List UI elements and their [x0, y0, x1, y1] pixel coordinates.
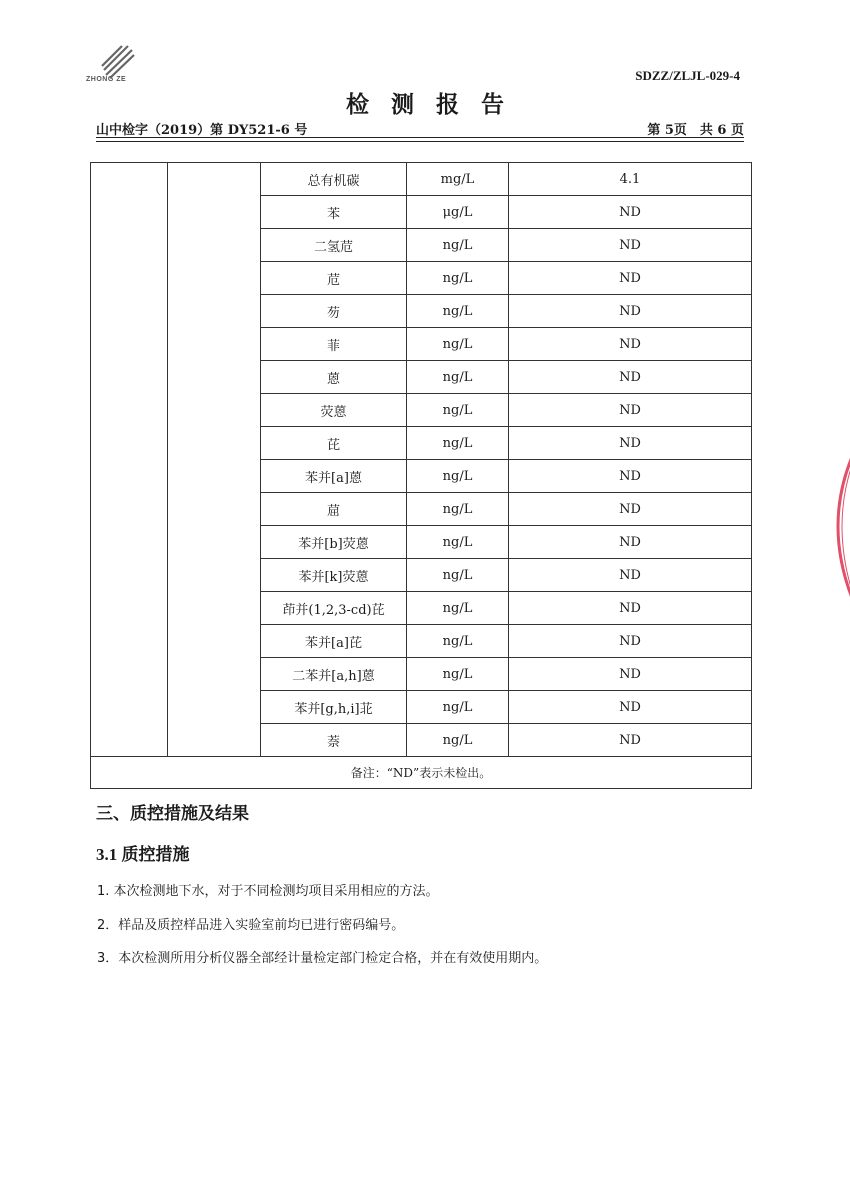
value-cell: ND [509, 229, 752, 262]
results-table-body [91, 163, 752, 789]
header-rule-thin [96, 141, 744, 142]
table-row [91, 163, 752, 196]
unit-cell: ng/L [407, 262, 509, 295]
unit-cell: ng/L [407, 229, 509, 262]
value-cell: ND [509, 328, 752, 361]
sample-cell-2 [168, 163, 261, 757]
unit-cell: ng/L [407, 691, 509, 724]
table-note: 备注：“ND”表示未检出。 [91, 757, 752, 789]
item-name-cell: 茚并(1,2,3-cd)芘 [261, 592, 407, 625]
item-name-cell: 苯并[g,h,i]苝 [261, 691, 407, 724]
document-code: SDZZ/ZLJL-029-4 [635, 68, 740, 83]
value-cell: ND [509, 394, 752, 427]
unit-cell: ng/L [407, 724, 509, 757]
value-cell: ND [509, 196, 752, 229]
unit-cell: ng/L [407, 460, 509, 493]
sample-cell-1 [91, 163, 168, 757]
unit-cell: ng/L [407, 427, 509, 460]
value-cell: ND [509, 526, 752, 559]
unit-cell: μg/L [407, 196, 509, 229]
item-name-cell: 芘 [261, 427, 407, 460]
page-title: 检测报告 [346, 91, 526, 118]
item-name-cell: 苯并[b]荧蒽 [261, 526, 407, 559]
subsection-heading: 3.1 质控措施 [96, 845, 190, 864]
unit-cell: ng/L [407, 394, 509, 427]
item-name-cell: 总有机碳 [261, 163, 407, 196]
item-name-cell: 苯并[k]荧蒽 [261, 559, 407, 592]
item-name-cell: 䓛 [261, 493, 407, 526]
note-row [91, 757, 752, 789]
value-cell: 4.1 [509, 163, 752, 196]
item-name-cell: 二氢苊 [261, 229, 407, 262]
results-table [90, 162, 752, 789]
value-cell: ND [509, 625, 752, 658]
value-cell: ND [509, 559, 752, 592]
item-name-cell: 蒽 [261, 361, 407, 394]
item-name-cell: 萘 [261, 724, 407, 757]
value-cell: ND [509, 658, 752, 691]
unit-cell: ng/L [407, 295, 509, 328]
header-rule [96, 137, 744, 138]
section-heading: 三、质控措施及结果 [96, 804, 249, 824]
logo-text: ZHONG ZE [86, 76, 127, 83]
unit-cell: mg/L [407, 163, 509, 196]
unit-cell: ng/L [407, 526, 509, 559]
item-name-cell: 苊 [261, 262, 407, 295]
report-number: 山中检字（2019）第 DY521-6 号 [96, 123, 308, 138]
item-name-cell: 苯并[a]芘 [261, 625, 407, 658]
unit-cell: ng/L [407, 559, 509, 592]
value-cell: ND [509, 724, 752, 757]
unit-cell: ng/L [407, 493, 509, 526]
value-cell: ND [509, 460, 752, 493]
unit-cell: ng/L [407, 658, 509, 691]
item-name-cell: 荧蒽 [261, 394, 407, 427]
item-name-cell: 菲 [261, 328, 407, 361]
value-cell: ND [509, 493, 752, 526]
value-cell: ND [509, 262, 752, 295]
item-name-cell: 芴 [261, 295, 407, 328]
company-seal-stamp [822, 455, 850, 600]
qc-item-1: 1. 本次检测地下水，对于不同检测均项目采用相应的方法。 [97, 884, 439, 899]
item-name-cell: 苯 [261, 196, 407, 229]
value-cell: ND [509, 691, 752, 724]
unit-cell: ng/L [407, 361, 509, 394]
value-cell: ND [509, 361, 752, 394]
unit-cell: ng/L [407, 328, 509, 361]
unit-cell: ng/L [407, 592, 509, 625]
value-cell: ND [509, 592, 752, 625]
unit-cell: ng/L [407, 625, 509, 658]
page-info: 第 5页 共 6 页 [647, 123, 744, 138]
item-name-cell: 二苯并[a,h]蒽 [261, 658, 407, 691]
qc-item-2: 2．样品及质控样品进入实验室前均已进行密码编号。 [97, 918, 405, 933]
item-name-cell: 苯并[a]蒽 [261, 460, 407, 493]
value-cell: ND [509, 295, 752, 328]
value-cell: ND [509, 427, 752, 460]
qc-item-3: 3．本次检测所用分析仪器全部经计量检定部门检定合格，并在有效使用期内。 [97, 951, 548, 966]
